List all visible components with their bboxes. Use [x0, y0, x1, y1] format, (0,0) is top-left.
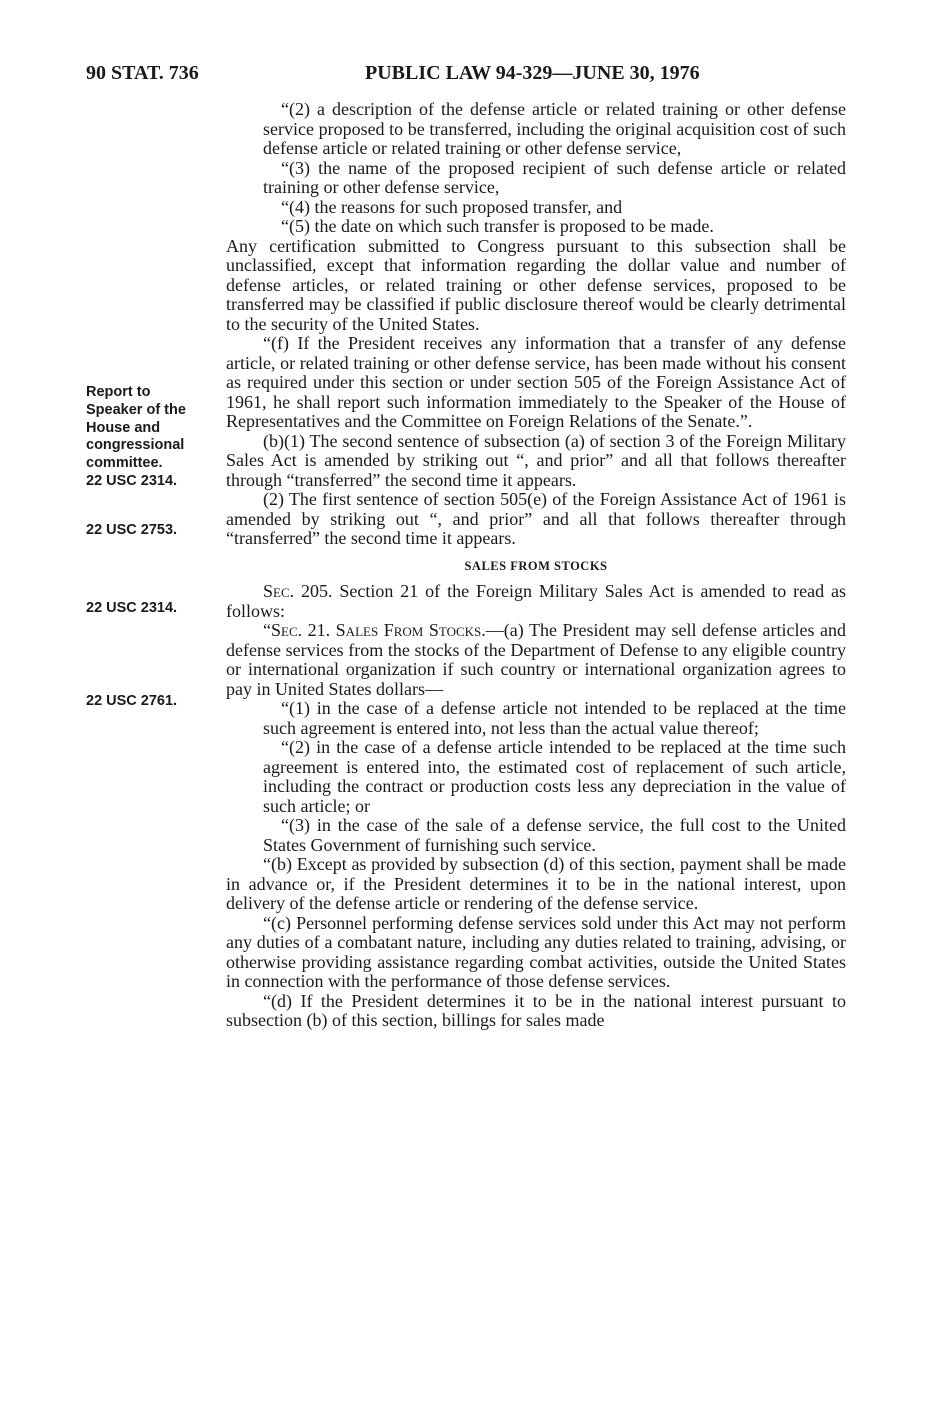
- section-21-a: [226, 621, 846, 699]
- paragraph-b2: (2) The first sentence of section 505(e) of the Foreign Assistance Act of 1961 is amended by striking out “, and prior” and all that follows thereafter through “transferred” the second time it appears.: [226, 489, 846, 548]
- clause-1: “(1) in the case of a defense article not intended to be replaced at the time such agreement is entered into, not less than the actual value thereof;: [263, 698, 846, 738]
- paragraph-3: “(3) the name of the proposed recipient of such defense article or related training or other defense service,: [263, 157, 846, 197]
- margin-note-line: House and: [86, 419, 161, 436]
- section-21-text: —(a) The President may sell defense articles and defense services from the stocks of the Department of Defense to any eligible country or international organization if such country or international organization agrees to pay in United States dollars—: [226, 620, 846, 699]
- paragraph-21-c: “(c) Personnel performing defense services sold under this Act may not perform any duties of a combatant nature, including any duties related to training, advising, or otherwise providing assistance regarding combat activities, outside the United States in connection with the performance of those defense services.: [226, 912, 846, 991]
- paragraph-21-b: “(b) Except as provided by subsection (d) of this section, payment shall be made in advance or, if the President determines it to be in the national interest, upon delivery of the defense article or rendering of the defense service.: [226, 854, 846, 913]
- margin-note-report: [86, 384, 186, 491]
- section-heading: SALES FROM STOCKS: [464, 558, 608, 573]
- body-text: [226, 100, 846, 1031]
- paragraph-5: “(5) the date on which such transfer is proposed to be made.: [281, 216, 714, 236]
- law-title: PUBLIC LAW 94-329—JUNE 30, 1976: [365, 62, 700, 84]
- section-205-label: Sec. 205.: [263, 581, 333, 601]
- section-21-open-quote: “: [263, 620, 271, 640]
- margin-note-line: congressional: [86, 437, 185, 454]
- margin-note-2761: 22 USC 2761.: [86, 693, 178, 709]
- margin-note-line: 22 USC 2314.: [86, 472, 178, 489]
- paragraph-f: “(f) If the President receives any information that a transfer of any defense article, or related training or other defense service, has been made without his consent as required under this section or under section 505 of the Foreign Assistance Act of 1961, he shall report such information immediately to the Speaker of the House of Representatives and the Committee on Foreign Relations of the Senate.”.: [226, 333, 846, 431]
- clause-2: “(2) in the case of a defense article intended to be replaced at the time such agreement is entered into, the estimated cost of replacement of such article, including the contract or production costs less any depreciation in the value of such article; or: [263, 737, 846, 816]
- section-205-text: Section 21 of the Foreign Military Sales Act is amended to read as follows:: [226, 581, 846, 621]
- certification-paragraph: Any certification submitted to Congress pursuant to this subsection shall be unclassified, except that information regarding the dollar value and number of defense articles, or related training or other defense services, proposed to be transferred may be classified if public disclosure thereof would be clearly detrimental to the security of the United States.: [226, 235, 846, 334]
- paragraph-b1: (b)(1) The second sentence of subsection (a) of section 3 of the Foreign Military Sales Act is amended by striking out “, and prior” and all that follows thereafter through “transferred” the second time it appears.: [226, 430, 846, 490]
- paragraph-21-d: “(d) If the President determines it to be in the national interest pursuant to subsection (b) of this section, billings for sales made: [226, 990, 846, 1030]
- section-21-label: Sec. 21. Sales From Stocks.: [271, 620, 486, 640]
- page-header: [0, 62, 940, 88]
- section-205: [226, 582, 846, 621]
- margin-note-2753: 22 USC 2753.: [86, 522, 178, 538]
- margin-note-line: Report to: [86, 384, 151, 400]
- paragraph-2: “(2) a description of the defense article or related training or other defense service proposed to be transferred, including the original acquisition cost of such defense article or related training or other defense service,: [263, 99, 846, 158]
- margin-note-2314: 22 USC 2314.: [86, 600, 178, 616]
- margin-note-line: Speaker of the: [86, 401, 186, 418]
- statute-page-number: 90 STAT. 736: [86, 62, 199, 84]
- margin-note-line: committee.: [86, 455, 163, 472]
- paragraph-4: “(4) the reasons for such proposed transfer, and: [281, 196, 623, 217]
- clause-3: “(3) in the case of the sale of a defense service, the full cost to the United States Government of furnishing such service.: [263, 815, 846, 855]
